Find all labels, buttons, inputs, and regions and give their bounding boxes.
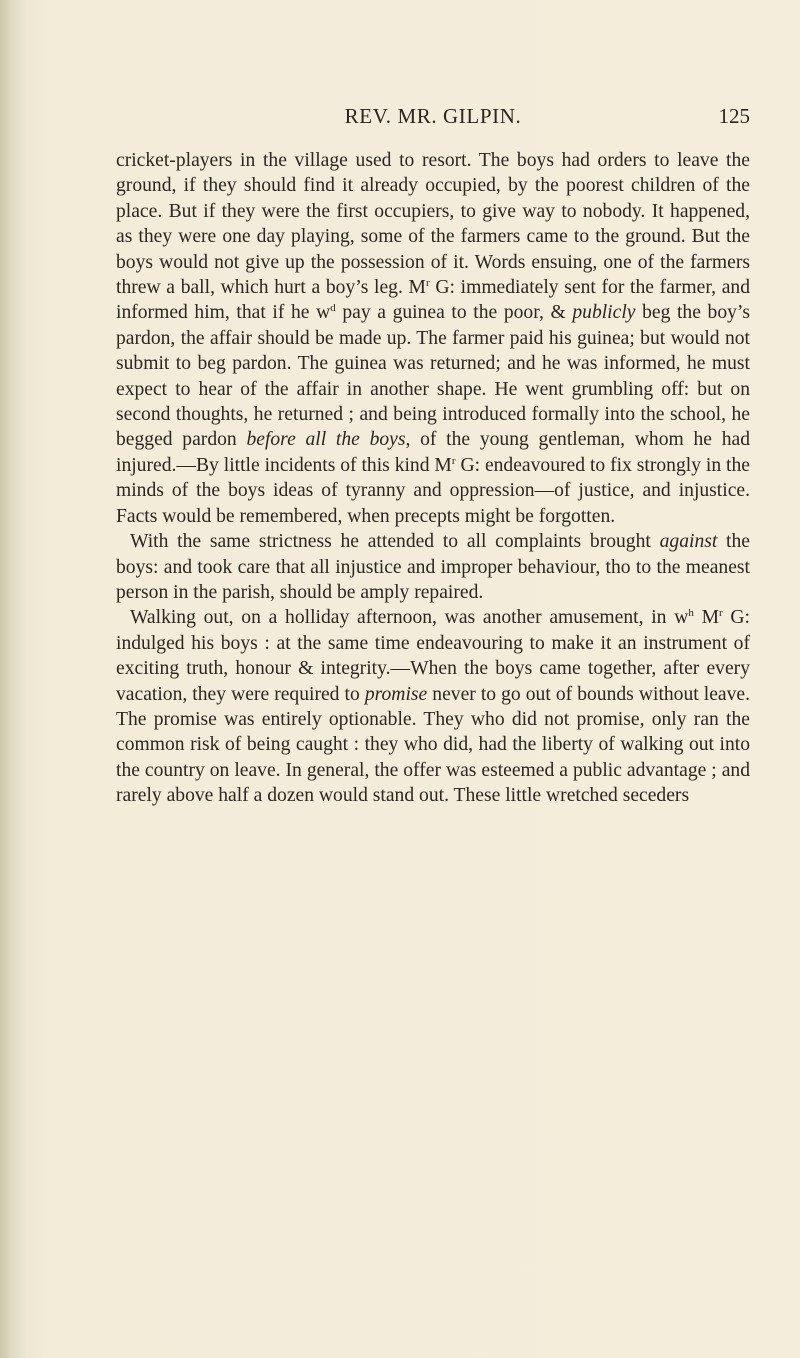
text-run: G: immediately sent for the farmer, and informed him, that if he w — [116, 277, 750, 324]
page-header — [116, 104, 750, 134]
italic-text: before all the boys — [246, 429, 406, 451]
italic-text: publicly — [572, 302, 636, 324]
superscript: r — [719, 607, 723, 620]
italic-text: against — [659, 531, 718, 553]
superscript: d — [330, 302, 336, 315]
superscript: r — [451, 454, 456, 467]
paragraph-2 — [116, 529, 750, 605]
text-run: beg the boy’s pardon, the affair should be made up. The farmer paid his guinea; but would not submit to beg pardon. The guinea was returned; and he was informed, he must expect to hear of the affair in another shape. He went grumbling off: but on second thoughts, he returned ; and being introduced formally into the school, he begged pardon — [116, 302, 750, 451]
text-run: the boys: and took care that all injustice and improper behaviour, tho to the meanest person in the parish, should be amply repaired. — [116, 531, 750, 603]
text-run: pay a guinea to the poor, & — [335, 302, 573, 324]
text-run: G: endeavoured to fix strongly in the minds of the boys ideas of tyranny and oppression—of justice, and injustice. Facts would be remembered, when precepts might be forgotten. — [116, 454, 750, 527]
body-text — [116, 148, 750, 809]
text-run: With the same strictness he attended to all complaints brought — [130, 531, 660, 553]
paragraph-3 — [116, 605, 750, 808]
superscript: r — [425, 277, 430, 290]
page-number: 125 — [718, 104, 750, 128]
text-run: M — [693, 607, 719, 629]
running-head: REV. MR. GILPIN. — [344, 104, 522, 128]
text-run: G: indulged his boys : at the same time endeavouring to make it an instrument of exciting truth, honour & integrity.—When the boys came together, after every vacation, they were required to — [116, 607, 750, 705]
text-run: never to go out of bounds without leave. The promise was entirely optionable. They who did not promise, only ran the common risk of being caught : they who did, had the liberty of walking out into the country on leave. In general, the offer was esteemed a public advantage ; and rarely above half a dozen would stand out. These little wretched seceders — [116, 683, 750, 807]
paragraph-1 — [116, 148, 750, 529]
text-run: , of the young gentleman, whom he had injured.—By little incidents of this kind M — [116, 429, 750, 476]
superscript: h — [688, 607, 694, 620]
text-run: Walking out, on a holliday afternoon, was another amusement, in w — [130, 607, 689, 629]
italic-text: promise — [364, 683, 428, 705]
text-run: cricket-players in the village used to resort. The boys had orders to leave the ground, if they should find it already occupied, by the poorest children of the place. But if they were the first occupiers, to give way to nobody. It happened, as they were one day playing, some of the farmers came to the ground. But the boys would not give up the possession of it. Words ensuing, one of the farmers threw a ball, which hurt a boy’s leg. M — [116, 150, 750, 299]
